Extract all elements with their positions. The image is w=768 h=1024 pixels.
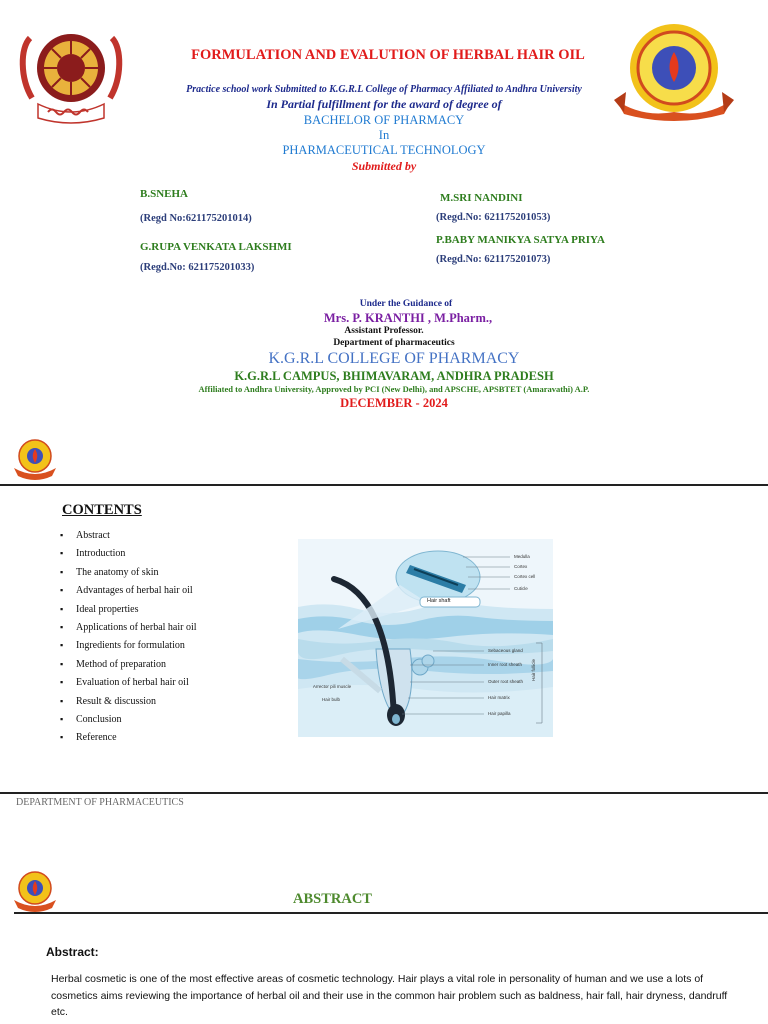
- list-item: ▪ Evaluation of herbal hair oil: [58, 674, 197, 692]
- list-item: ▪ Ingredients for formulation: [58, 637, 197, 655]
- abstract-label: Abstract:: [46, 945, 99, 959]
- label-hair-shaft: Hair shaft: [427, 598, 451, 604]
- list-item: ▪ Introduction: [58, 545, 197, 563]
- contents-list: [58, 527, 197, 748]
- college-campus: K.G.R.L CAMPUS, BHIMAVARAM, ANDHRA PRADESH: [234, 369, 554, 383]
- kgrl-small-logo: [12, 438, 58, 480]
- guide-position: Assistant Professor.: [344, 326, 424, 336]
- submitted-by-label: Submitted by: [351, 159, 417, 173]
- label-hair-matrix: Hair matrix: [488, 695, 510, 700]
- student-name: P.BABY MANIKYA SATYA PRIYA: [436, 234, 605, 246]
- label-outer-root-sheath: Outer root sheath: [488, 679, 524, 684]
- kgrl-small-logo: [12, 870, 58, 912]
- label-cortex-cell: Cortex cell: [514, 574, 536, 579]
- college-name: K.G.R.L COLLEGE OF PHARMACY: [268, 350, 520, 367]
- in-word: In: [378, 128, 390, 142]
- abstract-text: Herbal cosmetic is one of the most effective areas of cosmetic technology. Hair plays a vital role in personality of human and we use a lots of cosmetics aims reviewing the importance of herbal oil and their use in the common hair problem such as baldness, hair fall, hair dryness, dandruff etc.: [51, 973, 728, 1018]
- list-item: ▪ Abstract: [58, 527, 197, 545]
- contents-heading: CONTENTS: [62, 502, 142, 518]
- student-regd: (Regd.No: 621175201053): [436, 212, 551, 223]
- document-title: FORMULATION AND EVALUTION OF HERBAL HAIR OIL: [191, 47, 585, 63]
- college-affiliation: Affiliated to Andhra University, Approved by PCI (New Delhi), and APSCHE, APSBTET (Amaravathi) A.P.: [198, 384, 590, 394]
- list-item: ▪ Advantages of herbal hair oil: [58, 582, 197, 600]
- student-regd: (Regd No:621175201014): [140, 213, 252, 224]
- list-item: ▪ The anatomy of skin: [58, 564, 197, 582]
- guidance-label: Under the Guidance of: [359, 299, 453, 309]
- hair-anatomy-diagram: [298, 539, 553, 737]
- guide-department: Department of pharmaceutics: [333, 338, 455, 348]
- abstract-divider: [14, 912, 768, 914]
- label-cuticle: Cuticle: [514, 586, 528, 591]
- abstract-title: ABSTRACT: [293, 891, 372, 907]
- list-item: ▪ Ideal properties: [58, 601, 197, 619]
- label-inner-root-sheath: Inner root sheath: [488, 662, 523, 667]
- degree-name: BACHELOR OF PHARMACY: [303, 113, 465, 127]
- label-cortex: Cortex: [514, 564, 528, 569]
- label-sebaceous-gland: Sebaceous gland: [488, 648, 523, 653]
- label-hair-papilla: Hair papilla: [488, 711, 511, 716]
- list-item: ▪ Method of preparation: [58, 656, 197, 674]
- list-item: ▪ Conclusion: [58, 711, 197, 729]
- student-regd: (Regd.No: 621175201073): [436, 254, 551, 265]
- student-name: G.RUPA VENKATA LAKSHMI: [140, 241, 292, 253]
- list-item: ▪ Reference: [58, 729, 197, 747]
- label-hair-follicle: Hair follicle: [531, 658, 536, 681]
- label-hair-bulb: Hair bulb: [322, 697, 341, 702]
- label-arrector-pili: Arrector pili muscle: [312, 684, 352, 689]
- specialization: PHARMACEUTICAL TECHNOLOGY: [282, 143, 486, 157]
- list-item: ▪ Result & discussion: [58, 693, 197, 711]
- fulfillment-line: In Partial fulfillment for the award of degree of: [266, 97, 502, 111]
- document-date: DECEMBER - 2024: [340, 396, 448, 410]
- department-footer: DEPARTMENT OF PHARMACEUTICS: [16, 797, 184, 808]
- label-medulla: Medulla: [514, 554, 530, 559]
- student-name: B.SNEHA: [140, 188, 188, 200]
- page-divider: [0, 484, 768, 486]
- page-divider: [0, 792, 768, 794]
- guide-name: Mrs. P. KRANTHI , M.Pharm.,: [323, 311, 493, 325]
- student-name: M.SRI NANDINI: [440, 192, 523, 204]
- student-regd: (Regd.No: 621175201033): [140, 262, 255, 273]
- submission-line: Practice school work Submitted to K.G.R.L College of Pharmacy Affiliated to Andhra University: [186, 84, 582, 95]
- list-item: ▪ Applications of herbal hair oil: [58, 619, 197, 637]
